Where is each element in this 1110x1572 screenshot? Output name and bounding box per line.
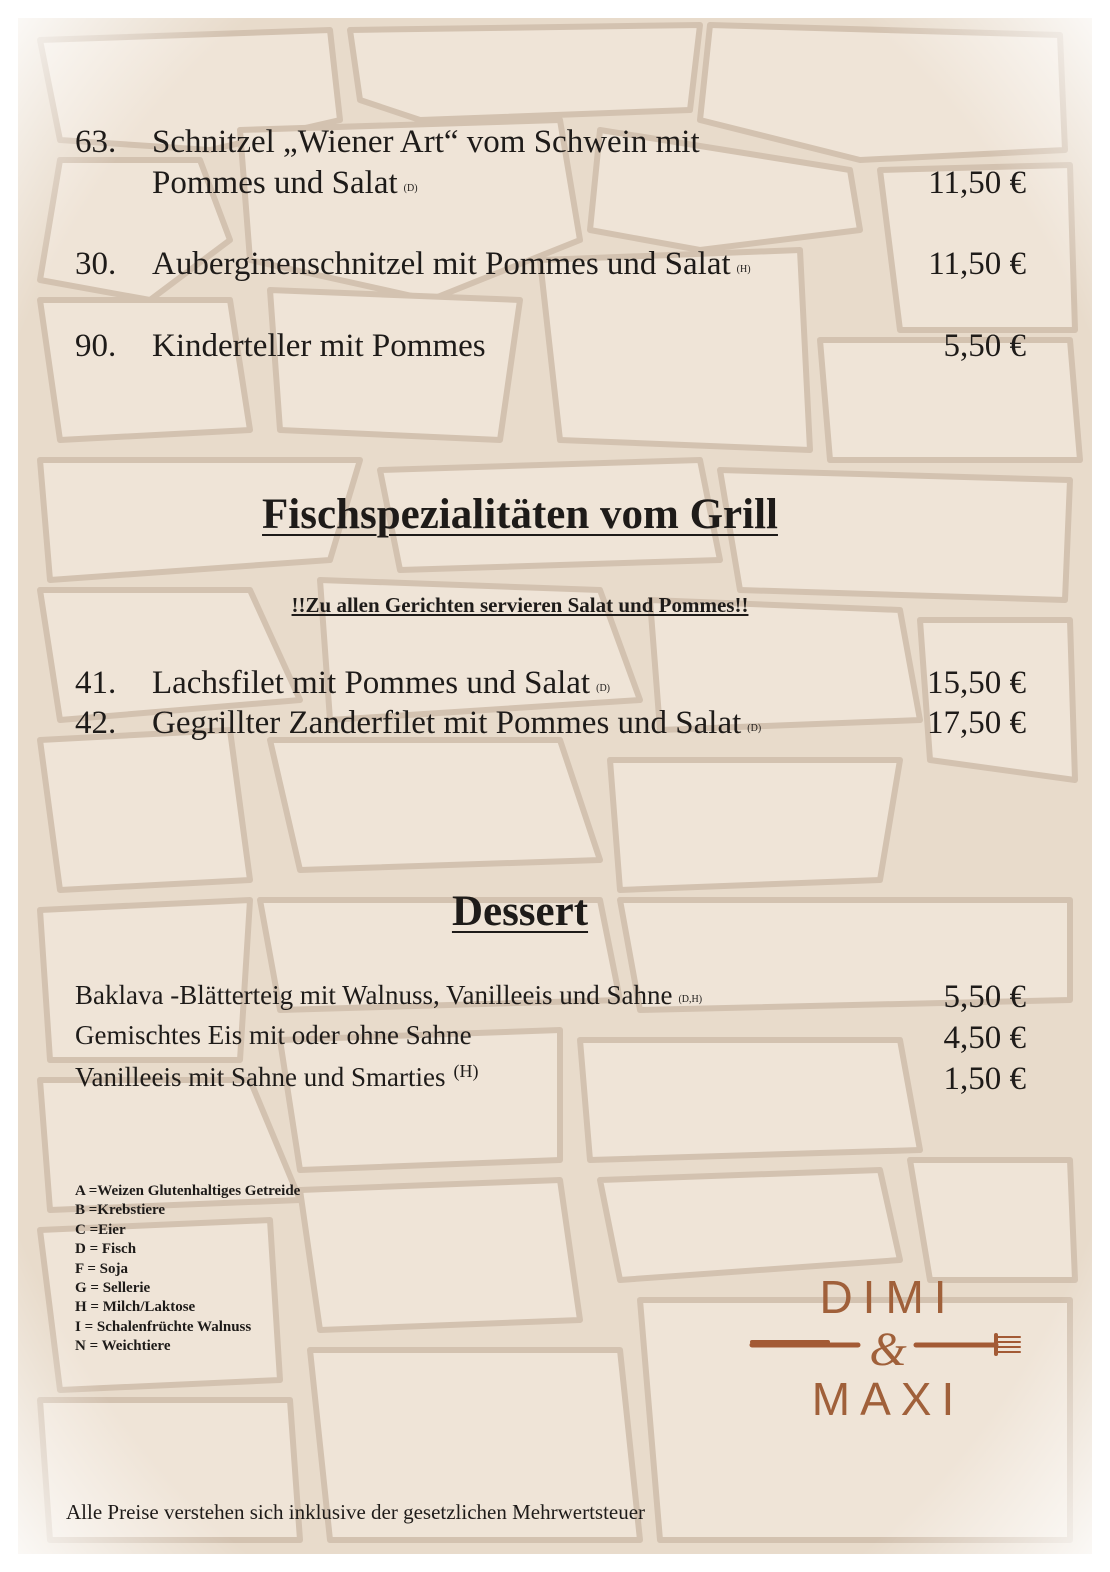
- item-price: 11,50 €: [928, 246, 1026, 282]
- legend-entry: G = Sellerie: [75, 1280, 151, 1297]
- item-number: 41.: [75, 665, 117, 701]
- item-name: Gegrillter Zanderfilet mit Pommes und Salat $^{(D)}$: [152, 705, 762, 741]
- knife-icon: [752, 1342, 858, 1345]
- allergen-code: (D,H): [678, 994, 703, 1005]
- legend-entry: F = Soja: [75, 1260, 128, 1277]
- item-price: 11,50 €: [928, 165, 1026, 201]
- logo-line1: DIMI: [819, 1271, 957, 1323]
- item-number: 42.: [75, 705, 117, 741]
- allergen-legend: [75, 1182, 300, 1357]
- item-number: 30.: [75, 246, 117, 282]
- dessert-price: 1,50 €: [943, 1061, 1026, 1097]
- legend-entry: N = Weichtiere: [75, 1338, 171, 1355]
- dessert-price: 5,50 €: [943, 979, 1026, 1015]
- dessert-name: Vanilleeis mit Sahne und Smarties $^{(H)}$: [75, 1061, 479, 1092]
- legend-entry: A =Weizen Glutenhaltiges Getreide: [75, 1183, 301, 1199]
- item-price: 15,50 €: [927, 665, 1026, 701]
- legend-entry: C =Eier: [75, 1221, 126, 1238]
- dessert-price: 4,50 €: [943, 1020, 1026, 1056]
- fork-icon: [916, 1335, 1020, 1354]
- item-name-line2: Pommes und Salat $^{(D)}$: [152, 165, 418, 201]
- item-price: 17,50 €: [927, 705, 1026, 741]
- allergen-code: (D): [596, 683, 610, 694]
- item-name-line1: Schnitzel „Wiener Art“ vom Schwein mit: [152, 124, 700, 160]
- allergen-code: (H): [736, 264, 751, 275]
- section-title-dessert: Dessert: [451, 888, 589, 935]
- legend-entry: D = Fisch: [75, 1241, 137, 1258]
- item-number: 63.: [75, 124, 117, 160]
- legend-entry: I = Schalenfrüchte Walnuss: [75, 1318, 252, 1335]
- footer-note: Alle Preise verstehen sich inklusive der gesetzlichen Mehrwertsteuer: [66, 1500, 646, 1524]
- item-name: Lachsfilet mit Pommes und Salat $^{(D)}$: [152, 665, 610, 701]
- restaurant-logo: [748, 1265, 1028, 1430]
- legend-entry: H = Milch/Laktose: [75, 1299, 196, 1316]
- dessert-name: Gemischtes Eis mit oder ohne Sahne: [75, 1020, 472, 1050]
- item-name: Kinderteller mit Pommes: [152, 328, 486, 364]
- allergen-code: (H): [453, 1061, 479, 1081]
- item-name: Auberginenschnitzel mit Pommes und Salat $^{(H)}$: [152, 246, 751, 282]
- section-note: !!Zu allen Gerichten servieren Salat und Pommes!!: [291, 593, 749, 617]
- allergen-code: (D): [403, 183, 418, 194]
- legend-entry: B =Krebstiere: [75, 1202, 166, 1219]
- item-price: 5,50 €: [943, 328, 1026, 364]
- logo-line2: MAXI: [811, 1373, 965, 1425]
- item-number: 90.: [75, 328, 117, 364]
- dessert-name: Baklava -Blätterteig mit Walnuss, Vanilleeis und Sahne $^{(D,H)}$: [75, 980, 703, 1010]
- section-title-fish: Fischspezialitäten vom Grill: [262, 491, 778, 538]
- logo-ampersand: &: [869, 1323, 907, 1376]
- allergen-code: (D): [747, 723, 762, 734]
